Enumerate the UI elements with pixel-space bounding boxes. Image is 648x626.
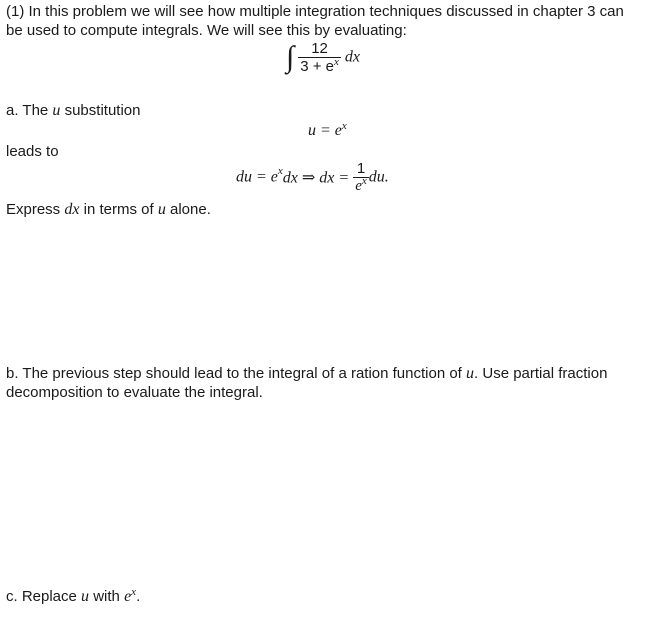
du-equation: du = $e^xdx$ ⇒ dx = $\frac{1}{e^x}$ du. (236, 160, 389, 194)
substitution-equation: $u = e^x$ (308, 120, 347, 139)
leads-to-text: leads to (6, 143, 59, 160)
integral-differential: dx (344, 48, 360, 66)
intro-line-2: be used to compute integrals. We will see this by evaluating: (6, 22, 407, 39)
part-c-label: c. Replace u with $e^x$. (6, 586, 141, 605)
integral-sign: ∫ (286, 40, 295, 74)
intro-line-1: (1) In this problem we will see how multiple integration techniques discussed in chapter 3 can (6, 3, 624, 20)
integral-numerator: 12 (311, 40, 328, 57)
integral-expression (286, 40, 360, 75)
integral-denominator: $3 + e^x$ (300, 56, 339, 75)
du-fraction: $\frac{1}{e^x}$ (355, 160, 367, 194)
part-a-label: a. The u substitution (6, 102, 141, 119)
part-b-line-2: decomposition to evaluate the integral. (6, 384, 263, 401)
part-b-line-1: b. The previous step should lead to the integral of a ration function of u. Use partial fraction (6, 365, 608, 382)
express-instruction: Express dx in terms of u alone. (6, 201, 211, 218)
integral-fraction (298, 40, 341, 75)
